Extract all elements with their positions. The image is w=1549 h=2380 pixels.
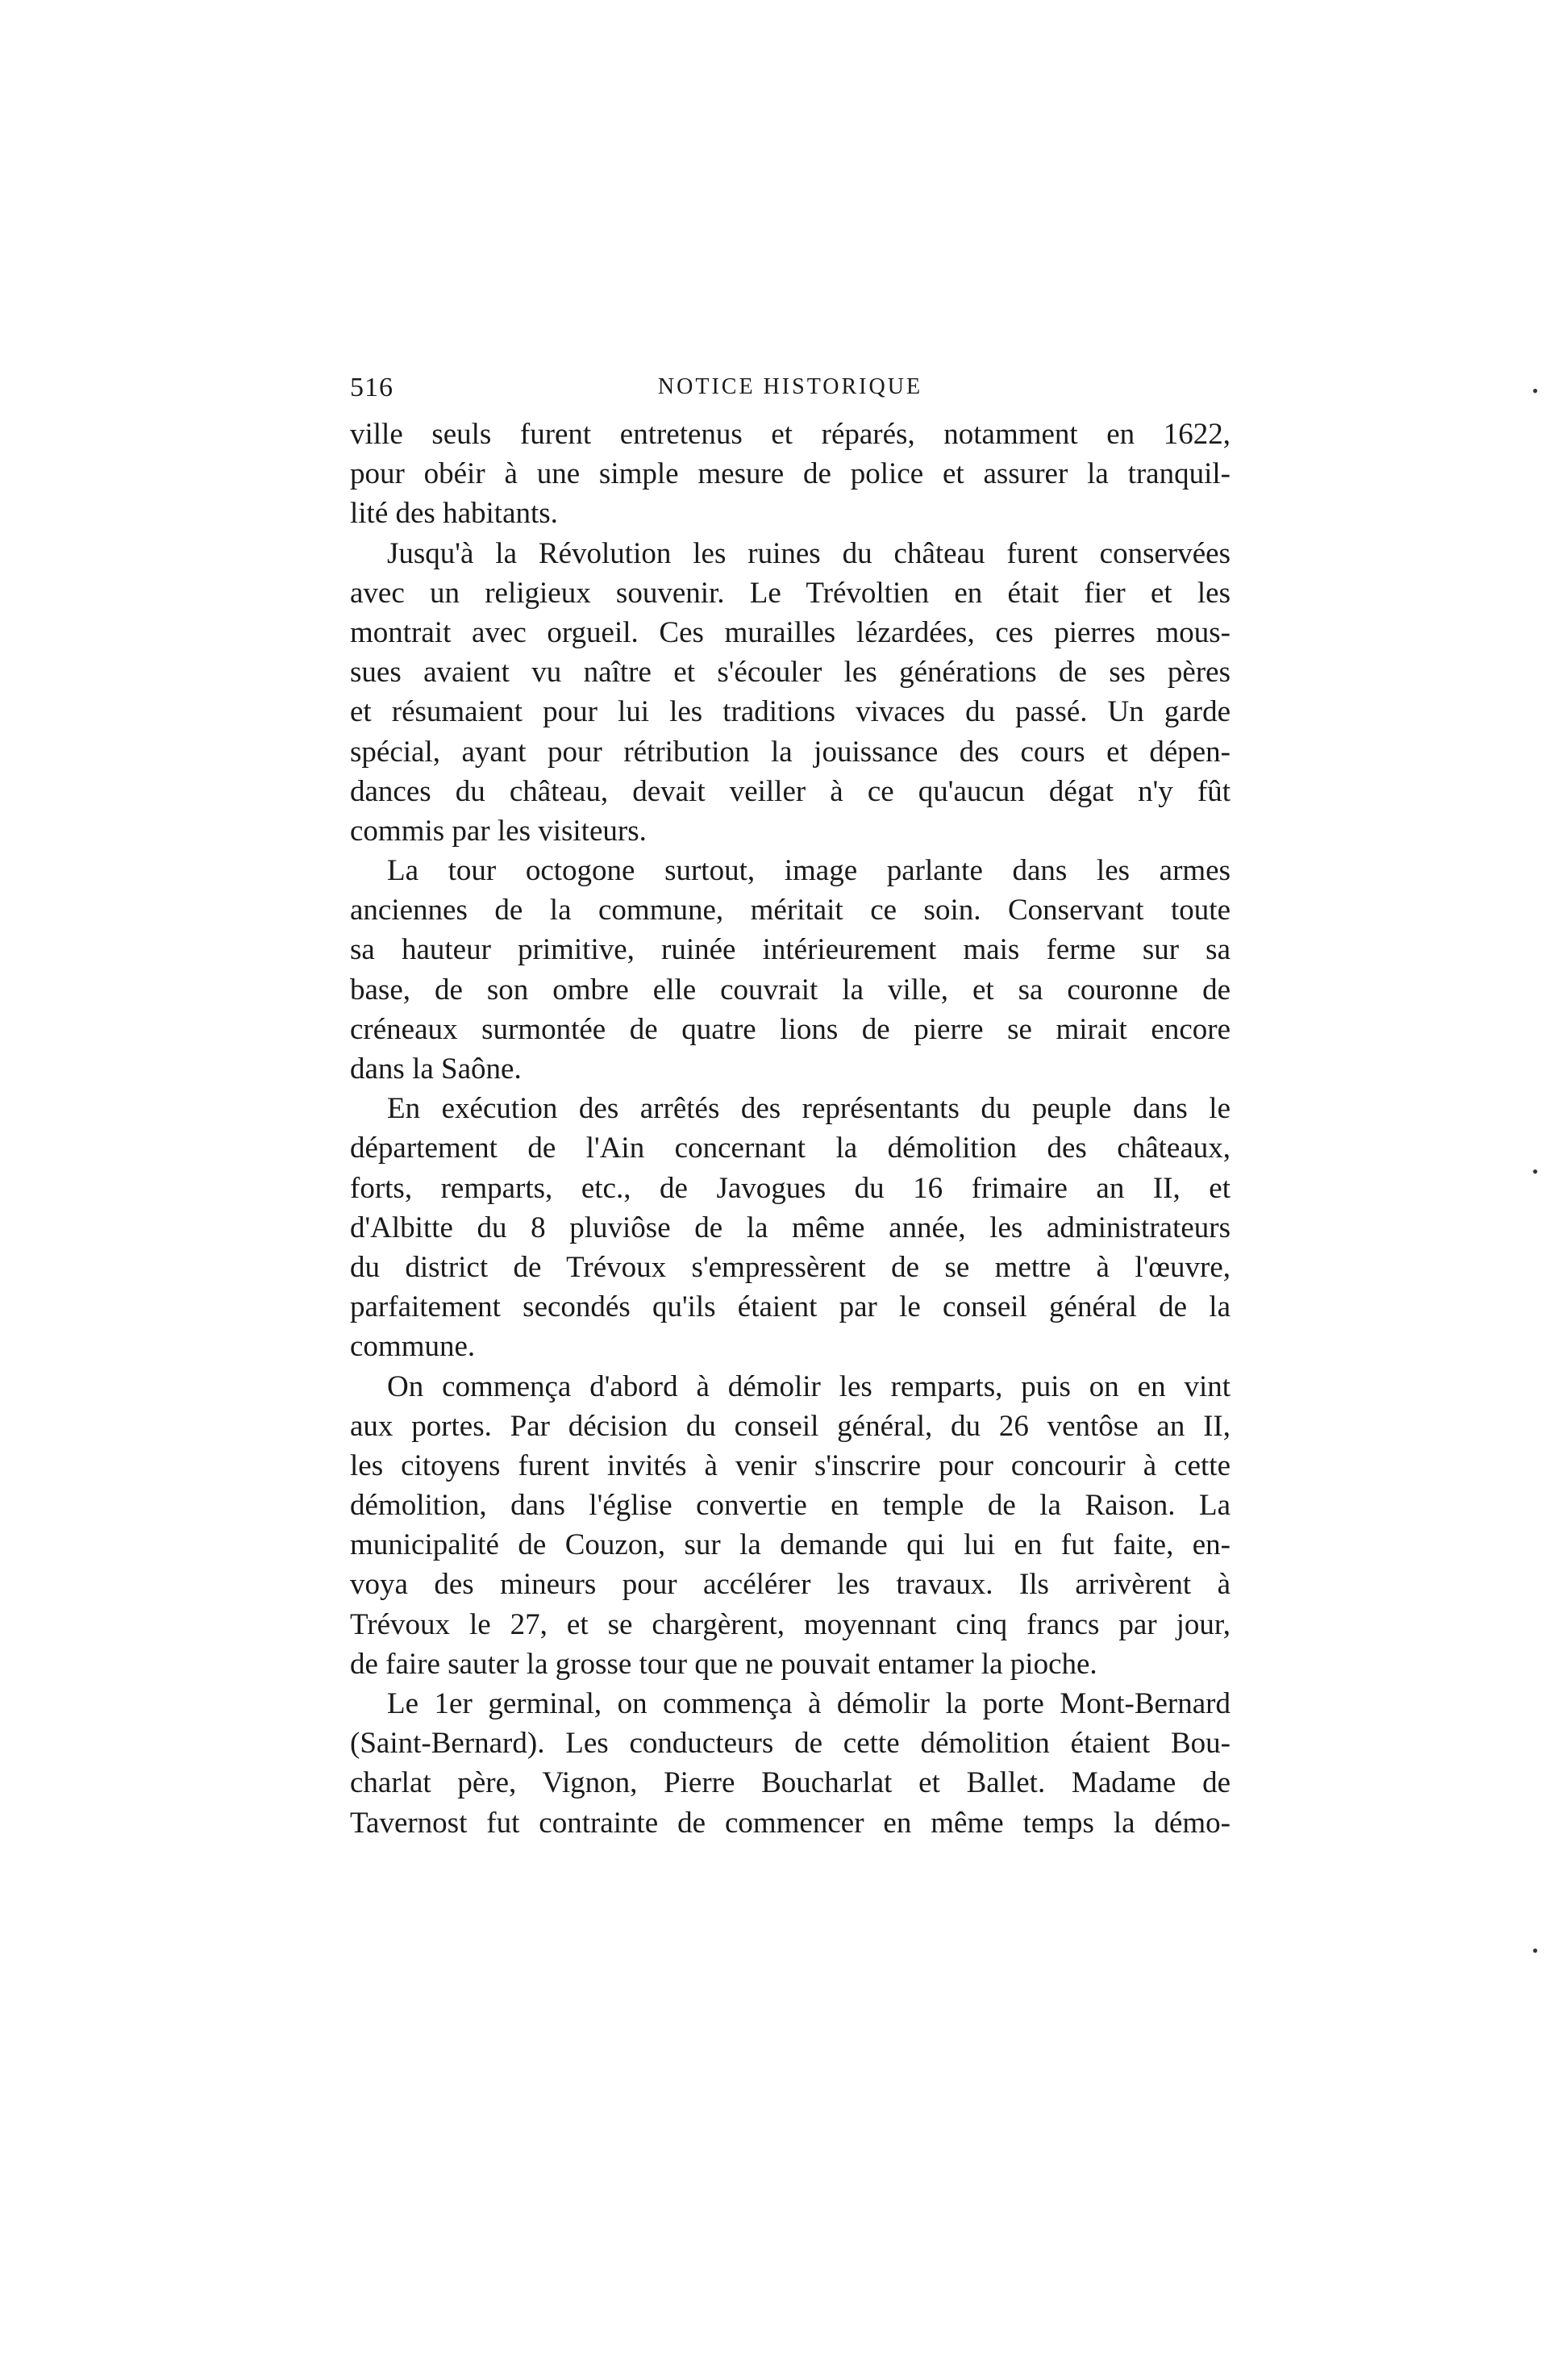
text-line: charlat père, Vignon, Pierre Boucharlat et Ballet. Madame de xyxy=(350,1766,1230,1800)
text-line: dances du château, devait veiller à ce qu'aucun dégat n'y fût xyxy=(350,774,1230,808)
text-line: Jusqu'à la Révolution les ruines du château furent conservées xyxy=(387,536,1230,570)
text-line: pour obéir à une simple mesure de police et assurer la tranquil- xyxy=(350,457,1230,491)
text-line: avec un religieux souvenir. Le Trévoltien en était fier et les xyxy=(350,576,1230,610)
body-text xyxy=(350,415,1230,1843)
text-line: Tavernost fut contrainte de commencer en même temps la démo- xyxy=(350,1806,1230,1840)
text-line: parfaitement secondés qu'ils étaient par le conseil général de la xyxy=(350,1290,1230,1324)
text-line: spécial, ayant pour rétribution la jouissance des cours et dépen- xyxy=(350,735,1230,769)
paragraph xyxy=(350,534,1230,852)
text-line: sues avaient vu naître et s'écouler les générations de ses pères xyxy=(350,656,1230,690)
text-line: (Saint-Bernard). Les conducteurs de cette démolition étaient Bou- xyxy=(350,1727,1230,1761)
text-line: sa hauteur primitive, ruinée intérieurement mais ferme sur sa xyxy=(350,933,1230,967)
paragraph xyxy=(350,415,1230,534)
text-line: commune. xyxy=(350,1330,476,1364)
text-line: forts, remparts, etc., de Javogues du 16 frimaire an II, et xyxy=(350,1171,1230,1205)
text-line: ville seuls furent entretenus et réparés, notamment en 1622, xyxy=(350,418,1230,451)
text-line: On commença d'abord à démolir les remparts, puis on en vint xyxy=(387,1369,1230,1403)
text-line: les citoyens furent invités à venir s'inscrire pour concourir à cette xyxy=(350,1448,1230,1482)
paragraph xyxy=(350,1089,1230,1366)
page-number: 516 xyxy=(350,373,393,402)
page-header xyxy=(350,373,1230,408)
text-line: et résumaient pour lui les traditions vivaces du passé. Un garde xyxy=(350,695,1230,729)
margin-dot: • xyxy=(1532,1940,1539,1961)
text-line: démolition, dans l'église convertie en temple de la Raison. La xyxy=(350,1489,1230,1523)
paragraph xyxy=(350,1684,1230,1843)
text-line: du district de Trévoux s'empressèrent de se mettre à l'œuvre, xyxy=(350,1250,1230,1284)
text-line: La tour octogone surtout, image parlante dans les armes xyxy=(387,854,1230,888)
text-line: voya des mineurs pour accélérer les travaux. Ils arrivèrent à xyxy=(350,1568,1230,1602)
text-line: base, de son ombre elle couvrait la ville, et sa couronne de xyxy=(350,973,1230,1007)
text-line: commis par les visiteurs. xyxy=(350,814,647,848)
text-line: département de l'Ain concernant la démolition des châteaux, xyxy=(350,1132,1230,1165)
text-line: dans la Saône. xyxy=(350,1052,522,1086)
margin-dot: • xyxy=(1532,381,1539,401)
running-title: NOTICE HISTORIQUE xyxy=(657,374,923,399)
text-line: municipalité de Couzon, sur la demande qui lui en fut faite, en- xyxy=(350,1528,1230,1562)
paragraph xyxy=(350,851,1230,1089)
text-line: aux portes. Par décision du conseil général, du 26 ventôse an II, xyxy=(350,1409,1230,1443)
margin-dot: • xyxy=(1532,1161,1539,1182)
text-line: anciennes de la commune, méritait ce soin. Conservant toute xyxy=(350,894,1230,927)
text-line: Trévoux le 27, et se chargèrent, moyennant cinq francs par jour, xyxy=(350,1607,1230,1641)
text-line: d'Albitte du 8 pluviôse de la même année, les administrateurs xyxy=(350,1211,1230,1244)
text-line: de faire sauter la grosse tour que ne pouvait entamer la pioche. xyxy=(350,1647,1097,1681)
text-line: En exécution des arrêtés des représentants du peuple dans le xyxy=(387,1092,1230,1126)
text-line: lité des habitants. xyxy=(350,497,558,531)
text-line: créneaux surmontée de quatre lions de pierre se mirait encore xyxy=(350,1012,1230,1046)
paragraph xyxy=(350,1367,1230,1685)
text-line: montrait avec orgueil. Ces murailles lézardées, ces pierres mous- xyxy=(350,615,1230,649)
text-line: Le 1er germinal, on commença à démolir la porte Mont-Bernard xyxy=(387,1687,1230,1720)
